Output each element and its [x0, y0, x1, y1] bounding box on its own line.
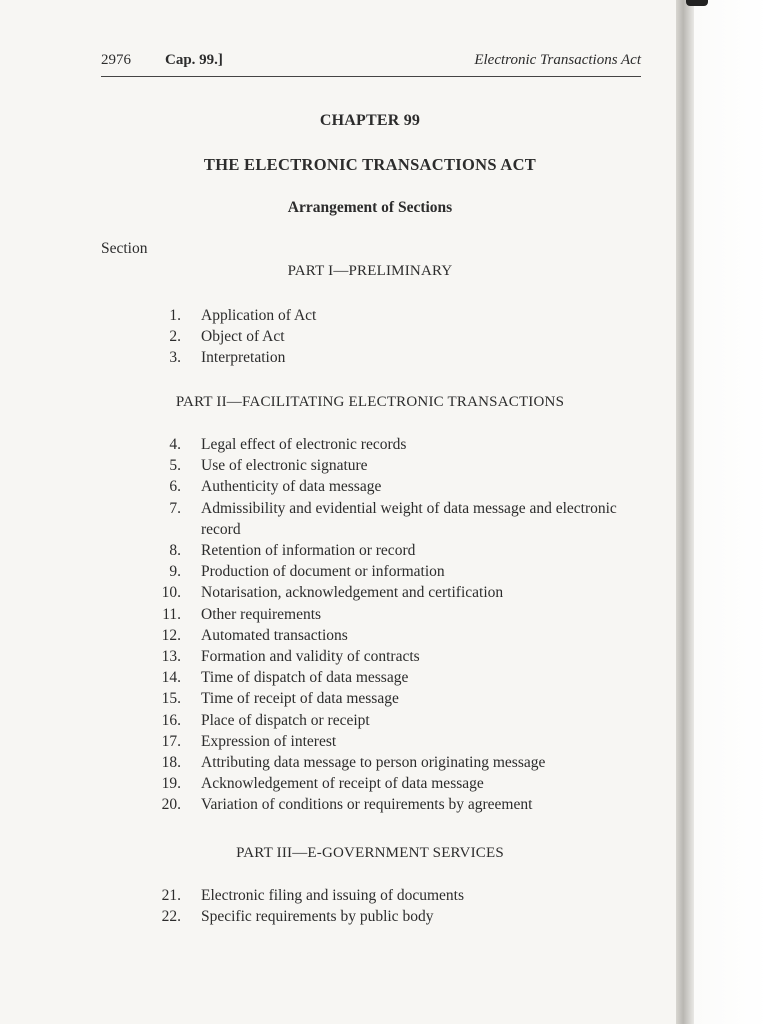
section-entry [128, 710, 648, 731]
section-number: 5. [169, 457, 181, 475]
section-title: Time of receipt of data message [201, 690, 399, 708]
section-entry [128, 794, 648, 815]
section-title: Interpretation [201, 349, 286, 367]
section-number: 12. [161, 626, 181, 644]
section-title: Automated transactions [201, 626, 348, 644]
section-entry [128, 667, 648, 688]
section-number: 9. [169, 563, 181, 581]
section-number: 20. [161, 796, 181, 814]
section-number: 16. [161, 711, 181, 729]
section-title: Specific requirements by public body [201, 908, 434, 926]
section-title: Place of dispatch or receipt [201, 711, 370, 729]
running-title: Electronic Transactions Act [474, 52, 641, 68]
section-entry [128, 476, 648, 497]
section-number: 19. [161, 775, 181, 793]
section-number: 4. [169, 436, 181, 453]
section-entry [128, 731, 648, 752]
section-title: Use of electronic signature [201, 457, 368, 475]
scan-corner-mark [686, 0, 708, 6]
section-entry [128, 625, 648, 646]
section-entry [128, 646, 648, 667]
section-number: 14. [161, 669, 181, 687]
section-column-label: Section [101, 240, 148, 257]
section-list [128, 434, 648, 816]
section-title: Application of Act [201, 307, 317, 324]
page-edge-shadow [676, 0, 694, 1024]
section-entry [128, 305, 648, 326]
section-number: 11. [162, 605, 181, 623]
section-number: 3. [169, 349, 181, 367]
section-title: Expression of interest [201, 732, 337, 750]
part-heading: PART II—FACILITATING ELECTRONIC TRANSACTIONS [175, 394, 565, 410]
section-number: 21. [161, 887, 181, 904]
section-entry [128, 752, 648, 773]
arrangement-heading: Arrangement of Sections [287, 199, 453, 216]
section-number: 15. [161, 690, 181, 708]
section-list [128, 885, 648, 927]
section-entry [128, 561, 648, 582]
act-title: THE ELECTRONIC TRANSACTIONS ACT [203, 155, 537, 174]
section-entry [128, 582, 648, 603]
section-title: Notarisation, acknowledgement and certification [201, 584, 504, 602]
section-title: Electronic filing and issuing of documents [201, 887, 465, 904]
page-number: 2976 [101, 52, 131, 68]
chapter-heading: CHAPTER 99 [319, 112, 421, 129]
section-entry [128, 885, 648, 906]
section-entry [128, 540, 648, 561]
section-entry [128, 347, 648, 368]
section-entry [128, 773, 648, 794]
section-title: Retention of information or record [201, 542, 416, 560]
section-list [128, 305, 648, 369]
chapter-reference: Cap. 99.] [165, 52, 223, 68]
section-title: Formation and validity of contracts [201, 648, 420, 666]
part-heading: PART III—E-GOVERNMENT SERVICES [236, 845, 504, 861]
section-number: 17. [161, 732, 181, 750]
section-number: 10. [161, 584, 181, 602]
section-number: 8. [169, 542, 181, 560]
section-entry [128, 434, 648, 455]
section-title: Acknowledgement of receipt of data message [201, 775, 484, 793]
part-heading: PART I—PRELIMINARY [287, 263, 453, 279]
section-number: 6. [169, 478, 181, 496]
section-title: Attributing data message to person originating message [201, 754, 546, 772]
section-title: Other requirements [201, 605, 322, 623]
section-title: Legal effect of electronic records [201, 436, 407, 453]
section-title: Object of Act [201, 328, 285, 346]
section-title: Authenticity of data message [201, 478, 382, 496]
page-margin [694, 0, 768, 1024]
section-number: 13. [161, 648, 181, 666]
section-entry [128, 498, 648, 540]
section-title: Production of document or information [201, 563, 445, 581]
section-title: Variation of conditions or requirements by agreement [201, 796, 533, 814]
section-number: 18. [161, 754, 181, 772]
section-number: 22. [161, 908, 181, 926]
section-number: 7. [169, 499, 181, 517]
running-header [101, 50, 641, 77]
section-number: 1. [169, 307, 181, 324]
section-number: 2. [169, 328, 181, 346]
section-entry [128, 455, 648, 476]
section-title: Time of dispatch of data message [201, 669, 409, 687]
section-entry [128, 604, 648, 625]
section-entry [128, 326, 648, 347]
section-title: Admissibility and evidential weight of data message and electronic record [201, 499, 617, 538]
section-entry [128, 906, 648, 927]
section-entry [128, 688, 648, 709]
